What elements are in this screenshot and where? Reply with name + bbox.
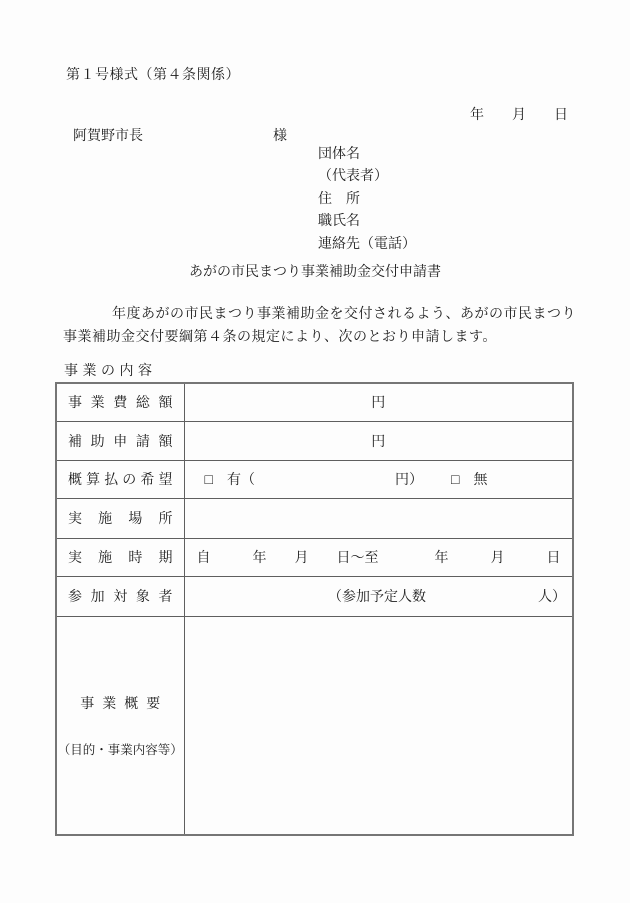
subsidy-amount-label-cell [56, 421, 184, 460]
applicant-field-representative: （代表者） [318, 169, 388, 185]
provisional-payment-label-cell [56, 460, 184, 498]
total-cost-label-cell [56, 383, 184, 421]
project-overview-value-cell [184, 616, 573, 835]
table-row-subsidy-amount [56, 421, 573, 460]
date-line: 年 月 日 [470, 108, 568, 123]
checkbox-yes-icon: □ [204, 473, 213, 488]
applicant-field-organization: 団体名 [318, 147, 360, 162]
provisional-payment-value-cell [184, 460, 573, 498]
total-cost-label: 事業費総額 [68, 396, 173, 412]
venue-label-cell [56, 498, 184, 538]
body-paragraph [63, 304, 583, 349]
form-number: 第１号様式（第４条関係） [66, 68, 240, 83]
table-row-participants [56, 576, 573, 616]
applicant-block [318, 144, 416, 256]
participants-label-cell [56, 576, 184, 616]
table-row-provisional-payment [56, 460, 573, 498]
participants-label: 参加対象者 [68, 590, 173, 605]
period-label: 実施時期 [68, 551, 173, 566]
period-value-cell: 自 年 月 日～至 年 月 日 [184, 538, 573, 576]
period-label-cell [56, 538, 184, 576]
subsidy-amount-label: 補助申請額 [68, 434, 173, 450]
applicant-field-address: 住 所 [318, 191, 360, 207]
provisional-payment-yes-label: 有（ [226, 473, 255, 488]
provisional-payment-no-label: 無 [473, 473, 488, 488]
table-row-period [56, 538, 573, 576]
project-overview-label: 事業概要 [80, 696, 161, 712]
subsidy-amount-value-cell: 円 [184, 421, 573, 460]
section-heading: 事業の内容 [64, 364, 157, 379]
addressee-title: 阿賀野市長 [73, 129, 143, 144]
body-line-1: 年度あがの市民まつり事業補助金を交付されるよう、あがの市民まつり [112, 307, 576, 322]
table-row-total-cost [56, 383, 573, 421]
addressee-line [73, 125, 287, 145]
table-row-venue [56, 498, 573, 538]
participants-value-cell: （参加予定人数 人） [184, 576, 573, 616]
body-line-2: 事業補助金交付要綱第４条の規定により、次のとおり申請します。 [63, 329, 497, 345]
document-title: あがの市民まつり事業補助金交付申請書 [189, 265, 441, 280]
table-row-project-overview [56, 616, 573, 835]
applicant-field-title-name: 職氏名 [318, 214, 360, 230]
project-overview-note: （目的・事業内容等） [57, 742, 183, 757]
project-details-table [55, 382, 574, 836]
total-cost-value-cell: 円 [184, 383, 573, 421]
checkbox-no-icon: □ [450, 473, 460, 488]
addressee-honorific: 様 [273, 129, 287, 144]
venue-value-cell [184, 498, 573, 538]
provisional-payment-label: 概算払の希望 [68, 473, 173, 488]
venue-label: 実施場所 [68, 512, 173, 527]
project-overview-label-cell [56, 616, 184, 835]
provisional-payment-yen-label: 円） [394, 473, 423, 488]
applicant-field-contact-phone: 連絡先（電話） [318, 236, 416, 252]
